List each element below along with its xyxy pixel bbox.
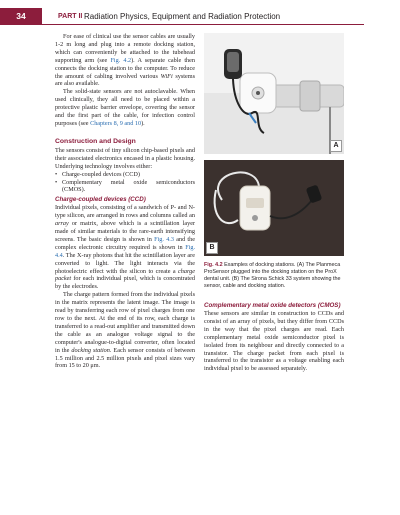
subheading-ccd: Charge-coupled devices (CCD) xyxy=(55,196,146,204)
paragraph-autoclave: The solid-state sensors are not autoclavable. When used clinically, they all need to be placed within a protective plastic barrier envelope, covering the sensor and the first part of the cable, for infection control purposes (see Chapters 8, 9 and 10). xyxy=(55,88,195,127)
fig-4-2-link[interactable]: Fig. 4.2 xyxy=(110,56,132,64)
paragraph-ccd: Individual pixels, consisting of a sandwich of P- and N-type silicon, are arranged in rows and columns called an array or matrix, above which is a scintillation layer made of similar materials to the rare-earth intensifying screens. The basic design is shown in Fig. 4.3 and the complex electronic circuitry required is shown in Fig. 4.4. The X-ray photons that hit the scintillation layer are converted to light. The light interacts via the photoelectric effect with the silicon to create a charge packet for each individual pixel, which is concentrated by the electrodes. xyxy=(55,204,195,291)
figure-a-label: A xyxy=(330,140,342,152)
right-column xyxy=(204,300,344,373)
fig-4-4-link[interactable]: Fig. 4.4 xyxy=(55,243,195,259)
caption-text: Examples of docking stations. (A) The Planmeca ProSensor plugged into the docking station on the ProX dental unit. (B) The Sirona Schick 33 system showing the sensor, cable and docking station. xyxy=(204,262,341,289)
caption-number: Fig. 4.2 xyxy=(204,262,223,268)
page-number: 34 xyxy=(0,8,42,25)
fig-4-3-link[interactable]: Fig. 4.3 xyxy=(154,235,174,243)
running-header xyxy=(0,8,400,25)
paragraph-readout: The charge pattern formed from the individual pixels in the matrix represents the latent image. The image is read by transferring each row of pixel charges from one row to the next. At the end of its row, each charge is transferred to a read-out amplifier and transmitted down the cable as an analogue voltage signal to the computer's analogue-to-digital converter, often located in the docking station. Each sensor consists of between 1.5 million and 2.5 million pixels and pixel sizes vary from 15 to 20 μm. xyxy=(55,291,196,370)
docking-station-illustration xyxy=(204,33,344,154)
bullet-item: • Complementary metal oxide semiconductors (CMOS). xyxy=(55,179,195,195)
header-rule xyxy=(42,24,364,25)
paragraph-cabling: For ease of clinical use the sensor cables are usually 1-2 m long and plug into a remote docking station, which can conveniently be attached to the tubehead supporting arm (see Fig. 4.2). A separate cable then connects the docking station to the computer. To reduce the amount of cabling involved various WiFi systems are also available. xyxy=(55,33,195,88)
chapters-link[interactable]: Chapters 8, 9 and 10 xyxy=(90,119,142,127)
figure-b-label: B xyxy=(206,242,218,254)
subheading-cmos: Complementary metal oxide detectors (CMOS) xyxy=(204,302,341,309)
sensor-cable-illustration xyxy=(204,160,344,256)
bullet-item: • Charge-coupled devices (CCD) xyxy=(55,171,195,179)
figure-caption xyxy=(204,262,344,290)
part-label: PART II xyxy=(58,13,83,20)
left-column xyxy=(55,33,195,370)
figure-b-photo xyxy=(204,160,344,256)
running-title: Radiation Physics, Equipment and Radiation Protection xyxy=(84,12,281,21)
paragraph-construction: The sensors consist of tiny silicon chip-based pixels and their associated electronics encased in a plastic housing. Underlying technology involves either: xyxy=(55,146,195,170)
section-heading: Construction and Design xyxy=(55,137,136,145)
figure-a-photo xyxy=(204,33,344,154)
paragraph-cmos: These sensors are similar in construction to CCDs and consist of an array of pixels, but they differ from CCDs in the way that the pixel charges are read. Each complementary metal oxide semiconductor pixel is isolated from its neighbour and directly connected to a transistor. The charge packet from each pixel is transferred to the transistor as a voltage enabling each individual pixel to be assessed separately. xyxy=(204,310,344,373)
